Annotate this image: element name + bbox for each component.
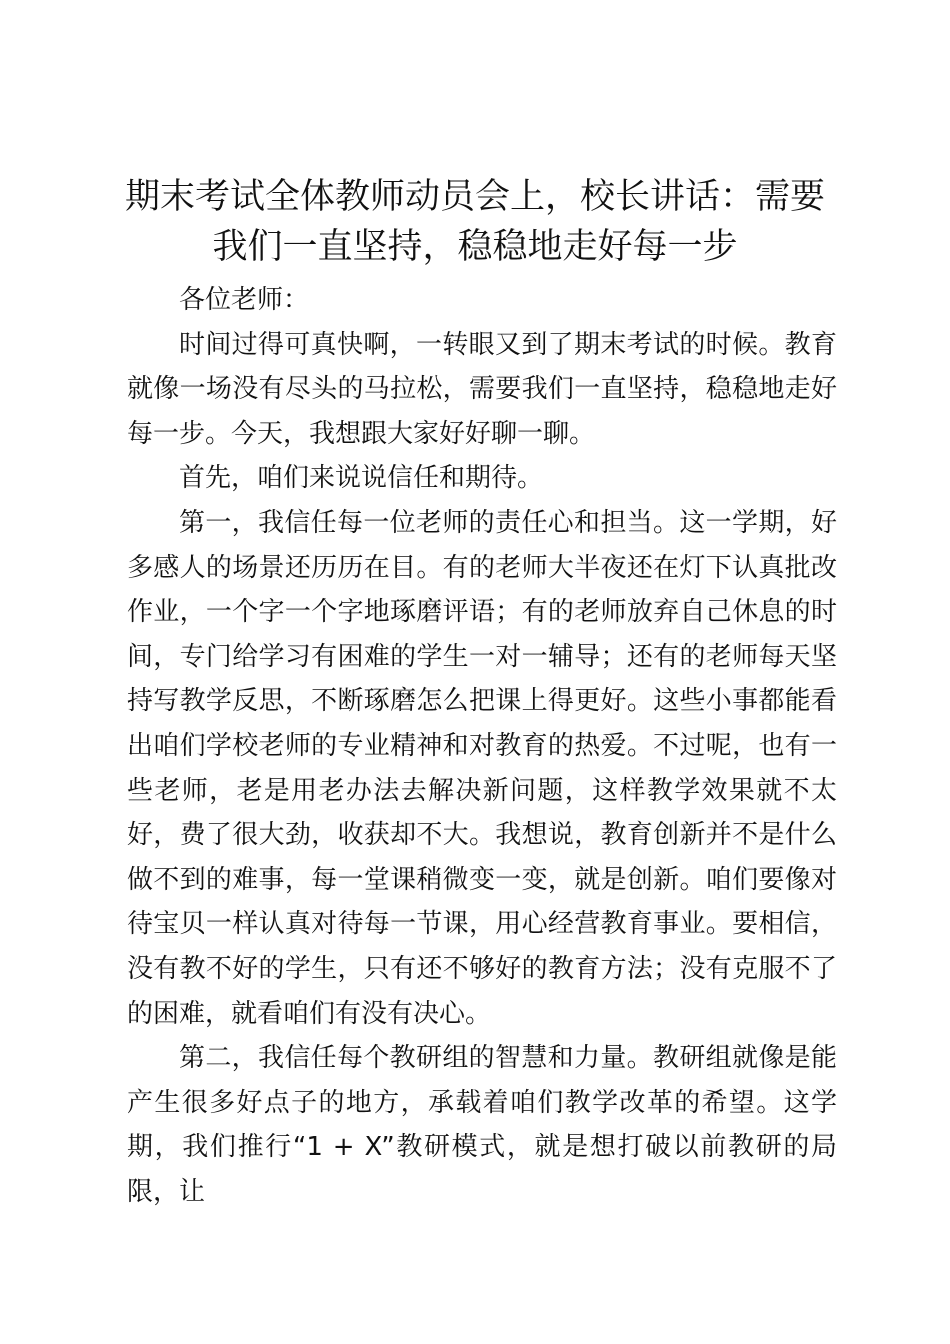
document-body bbox=[127, 278, 837, 1214]
paragraph-intro: 时间过得可真快啊，一转眼又到了期末考试的时候。教育就像一场没有尽头的马拉松，需要我们一直坚持，稳稳地走好每一步。今天，我想跟大家好好聊一聊。 bbox=[127, 329, 837, 449]
paragraph-trust-heading: 首先，咱们来说说信任和期待。 bbox=[179, 463, 544, 494]
document-title bbox=[0, 172, 950, 272]
title-line-1: 期末考试全体教师动员会上，校长讲话：需要 bbox=[124, 177, 825, 217]
paragraph-first-point: 第一，我信任每一位老师的责任心和担当。这一学期，好多感人的场景还历历在目。有的老师大半夜还在灯下认真批改作业，一个字一个字地琢磨评语；有的老师放弃自己休息的时间，专门给学习有困难的学生一对一辅导；还有的老师每天坚持写教学反思，不断琢磨怎么把课上得更好。这些小事都能看出咱们学校老师的专业精神和对教育的热爱。不过呢，也有一些老师，老是用老办法去解决新问题，这样教学效果就不太好，费了很大劲，收获却不大。我想说，教育创新并不是什么做不到的难事，每一堂课稍微变一变，就是创新。咱们要像对待宝贝一样认真对待每一节课，用心经营教育事业。要相信，没有教不好的学生，只有还不够好的教育方法；没有克服不了的困难，就看咱们有没有决心。 bbox=[127, 507, 837, 1029]
salutation: 各位老师： bbox=[179, 285, 310, 315]
title-line-2: 我们一直坚持，稳稳地走好每一步 bbox=[212, 227, 738, 267]
paragraph-second-point: 第二，我信任每个教研组的智慧和力量。教研组就像是能产生很多好点子的地方，承载着咱们教学改革的希望。这学期，我们推行“1 + X”教研模式，就是想打破以前教研的局限，让 bbox=[127, 1043, 837, 1207]
